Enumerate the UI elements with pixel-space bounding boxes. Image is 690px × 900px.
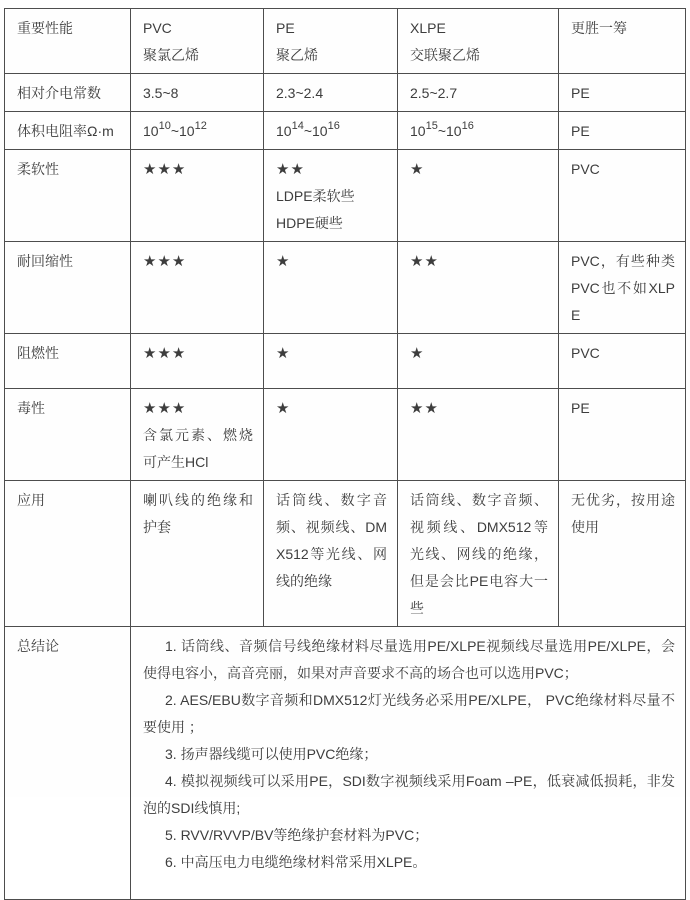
cell-softness-pvc	[131, 150, 264, 242]
application-pvc-text: 喇叭线的绝缘和护套	[143, 492, 253, 535]
softness-label: 柔软性	[17, 161, 59, 177]
softness-pvc-rating: ★★★	[143, 161, 187, 178]
cell-resistivity-pe	[264, 112, 398, 150]
cell-rebound-xlpe	[398, 242, 559, 334]
cell-toxicity-pe	[264, 389, 398, 481]
dielectric-pvc-value: 3.5~8	[143, 85, 179, 101]
resistivity-xlpe-base1: 10	[410, 123, 426, 139]
header-pvc-name: PVC	[143, 20, 172, 36]
softness-pe-note-ldpe: LDPE柔软些	[276, 188, 355, 204]
header-xlpe-name: XLPE	[410, 20, 446, 36]
cell-header-xlpe	[398, 9, 559, 74]
dielectric-pe-value: 2.3~2.4	[276, 85, 324, 101]
cell-softness-xlpe	[398, 150, 559, 242]
rebound-pvc-rating: ★★★	[143, 253, 187, 270]
cell-dielectric-xlpe	[398, 74, 559, 112]
header-xlpe-fullname: 交联聚乙烯	[410, 47, 480, 63]
cell-resistivity-pvc	[131, 112, 264, 150]
header-pvc-fullname: 聚氯乙烯	[143, 47, 199, 63]
cell-rebound-winner	[559, 242, 686, 334]
header-pe-fullname: 聚乙烯	[276, 47, 318, 63]
cell-flame-label	[5, 334, 131, 389]
flame-pvc-rating: ★★★	[143, 345, 187, 362]
cell-flame-winner	[559, 334, 686, 389]
cell-application-xlpe	[398, 481, 559, 627]
cell-flame-xlpe	[398, 334, 559, 389]
resistivity-pe-exp1: 14	[291, 120, 304, 133]
cell-application-pe	[264, 481, 398, 627]
resistivity-winner-value: PE	[571, 123, 590, 139]
application-label: 应用	[17, 492, 45, 508]
row-resistivity	[5, 112, 686, 150]
resistivity-pvc-tilde: ~	[170, 123, 180, 139]
resistivity-xlpe-base2: 10	[446, 123, 462, 139]
conclusion-item-1: 1. 话筒线、音频信号线绝缘材料尽量选用PE/XLPE视频线尽量选用PE/XLPE，会使得电容小，高音亮丽，如果对声音要求不高的场合也可以选用PVC；	[143, 638, 675, 681]
cell-conclusion-label	[5, 627, 131, 900]
cell-application-label	[5, 481, 131, 627]
cell-dielectric-pvc	[131, 74, 264, 112]
toxicity-pvc-note: 含氯元素、燃烧可产生HCl	[143, 427, 253, 470]
application-winner-text: 无优劣，按用途使用	[571, 492, 675, 535]
cell-header-pe	[264, 9, 398, 74]
cell-dielectric-label	[5, 74, 131, 112]
conclusion-label: 总结论	[17, 638, 59, 654]
cell-rebound-label	[5, 242, 131, 334]
flame-winner-value: PVC	[571, 345, 600, 361]
resistivity-label: 体积电阻率Ω·m	[17, 123, 114, 139]
flame-xlpe-rating: ★	[410, 345, 425, 362]
cell-flame-pe	[264, 334, 398, 389]
conclusion-item-2: 2. AES/EBU数字音频和DMX512灯光线务必采用PE/XLPE， PVC绝缘材料尽量不要使用 ；	[143, 692, 675, 735]
row-flame	[5, 334, 686, 389]
rebound-pe-rating: ★	[276, 253, 291, 270]
cell-toxicity-pvc	[131, 389, 264, 481]
row-softness	[5, 150, 686, 242]
resistivity-pe-base2: 10	[312, 123, 328, 139]
cell-toxicity-label	[5, 389, 131, 481]
resistivity-pvc-base1: 10	[143, 123, 159, 139]
resistivity-pvc-exp1: 10	[158, 120, 171, 133]
resistivity-xlpe-exp1: 15	[425, 120, 438, 133]
cell-dielectric-pe	[264, 74, 398, 112]
conclusion-item-3: 3. 扬声器线缆可以使用PVC绝缘；	[165, 746, 378, 762]
cell-rebound-pe	[264, 242, 398, 334]
cell-dielectric-winner	[559, 74, 686, 112]
flame-pe-rating: ★	[276, 345, 291, 362]
material-comparison-table	[4, 8, 686, 900]
conclusion-item-6: 6. 中高压电力电缆绝缘材料常采用XLPE。	[165, 854, 427, 870]
row-dielectric	[5, 74, 686, 112]
row-toxicity	[5, 389, 686, 481]
toxicity-pvc-rating: ★★★	[143, 400, 187, 417]
cell-resistivity-winner	[559, 112, 686, 150]
row-application	[5, 481, 686, 627]
cell-conclusion-content	[131, 627, 686, 900]
row-conclusion	[5, 627, 686, 900]
softness-winner-value: PVC	[571, 161, 600, 177]
header-pe-name: PE	[276, 20, 295, 36]
cell-header-pvc	[131, 9, 264, 74]
softness-pe-note-hdpe: HDPE硬些	[276, 215, 343, 231]
cell-resistivity-label	[5, 112, 131, 150]
header-row	[5, 9, 686, 74]
application-xlpe-text: 话筒线、数字音频、视频线、DMX512等光线、网线的绝缘，但是会比PE电容大一些	[410, 492, 548, 616]
cell-rebound-pvc	[131, 242, 264, 334]
dielectric-label: 相对介电常数	[17, 85, 101, 101]
application-pe-text: 话筒线、数字音频、视频线、DMX512等光线、网线的绝缘	[276, 492, 387, 589]
conclusion-item-5: 5. RVV/RVVP/BV等绝缘护套材料为PVC；	[165, 827, 429, 843]
cell-application-pvc	[131, 481, 264, 627]
softness-xlpe-rating: ★	[410, 161, 425, 178]
cell-softness-label	[5, 150, 131, 242]
conclusion-item-4: 4. 模拟视频线可以采用PE，SDI数字视频线采用Foam –PE，低衰减低损耗，非发泡的SDI线慎用;	[143, 773, 675, 816]
flame-label: 阻燃性	[17, 345, 59, 361]
softness-pe-rating: ★★	[276, 161, 305, 178]
toxicity-winner-value: PE	[571, 400, 590, 416]
cell-softness-winner	[559, 150, 686, 242]
dielectric-winner-value: PE	[571, 85, 590, 101]
cell-softness-pe	[264, 150, 398, 242]
cell-header-winner	[559, 9, 686, 74]
cell-flame-pvc	[131, 334, 264, 389]
cell-application-winner	[559, 481, 686, 627]
resistivity-pe-base1: 10	[276, 123, 292, 139]
dielectric-xlpe-value: 2.5~2.7	[410, 85, 458, 101]
row-rebound	[5, 242, 686, 334]
toxicity-label: 毒性	[17, 400, 45, 416]
header-property-label: 重要性能	[17, 20, 73, 36]
resistivity-pvc-base2: 10	[179, 123, 195, 139]
rebound-xlpe-rating: ★★	[410, 253, 439, 270]
cell-header-property	[5, 9, 131, 74]
header-winner-label: 更胜一筹	[571, 20, 627, 36]
resistivity-xlpe-exp2: 16	[461, 120, 474, 133]
rebound-winner-value: PVC，有些种类PVC也不如XLPE	[571, 253, 675, 323]
rebound-label: 耐回缩性	[17, 253, 73, 269]
toxicity-pe-rating: ★	[276, 400, 291, 417]
resistivity-pe-tilde: ~	[303, 123, 313, 139]
cell-toxicity-xlpe	[398, 389, 559, 481]
cell-resistivity-xlpe	[398, 112, 559, 150]
cell-toxicity-winner	[559, 389, 686, 481]
resistivity-pvc-exp2: 12	[194, 120, 207, 133]
resistivity-pe-exp2: 16	[327, 120, 340, 133]
resistivity-xlpe-tilde: ~	[437, 123, 447, 139]
toxicity-xlpe-rating: ★★	[410, 400, 439, 417]
